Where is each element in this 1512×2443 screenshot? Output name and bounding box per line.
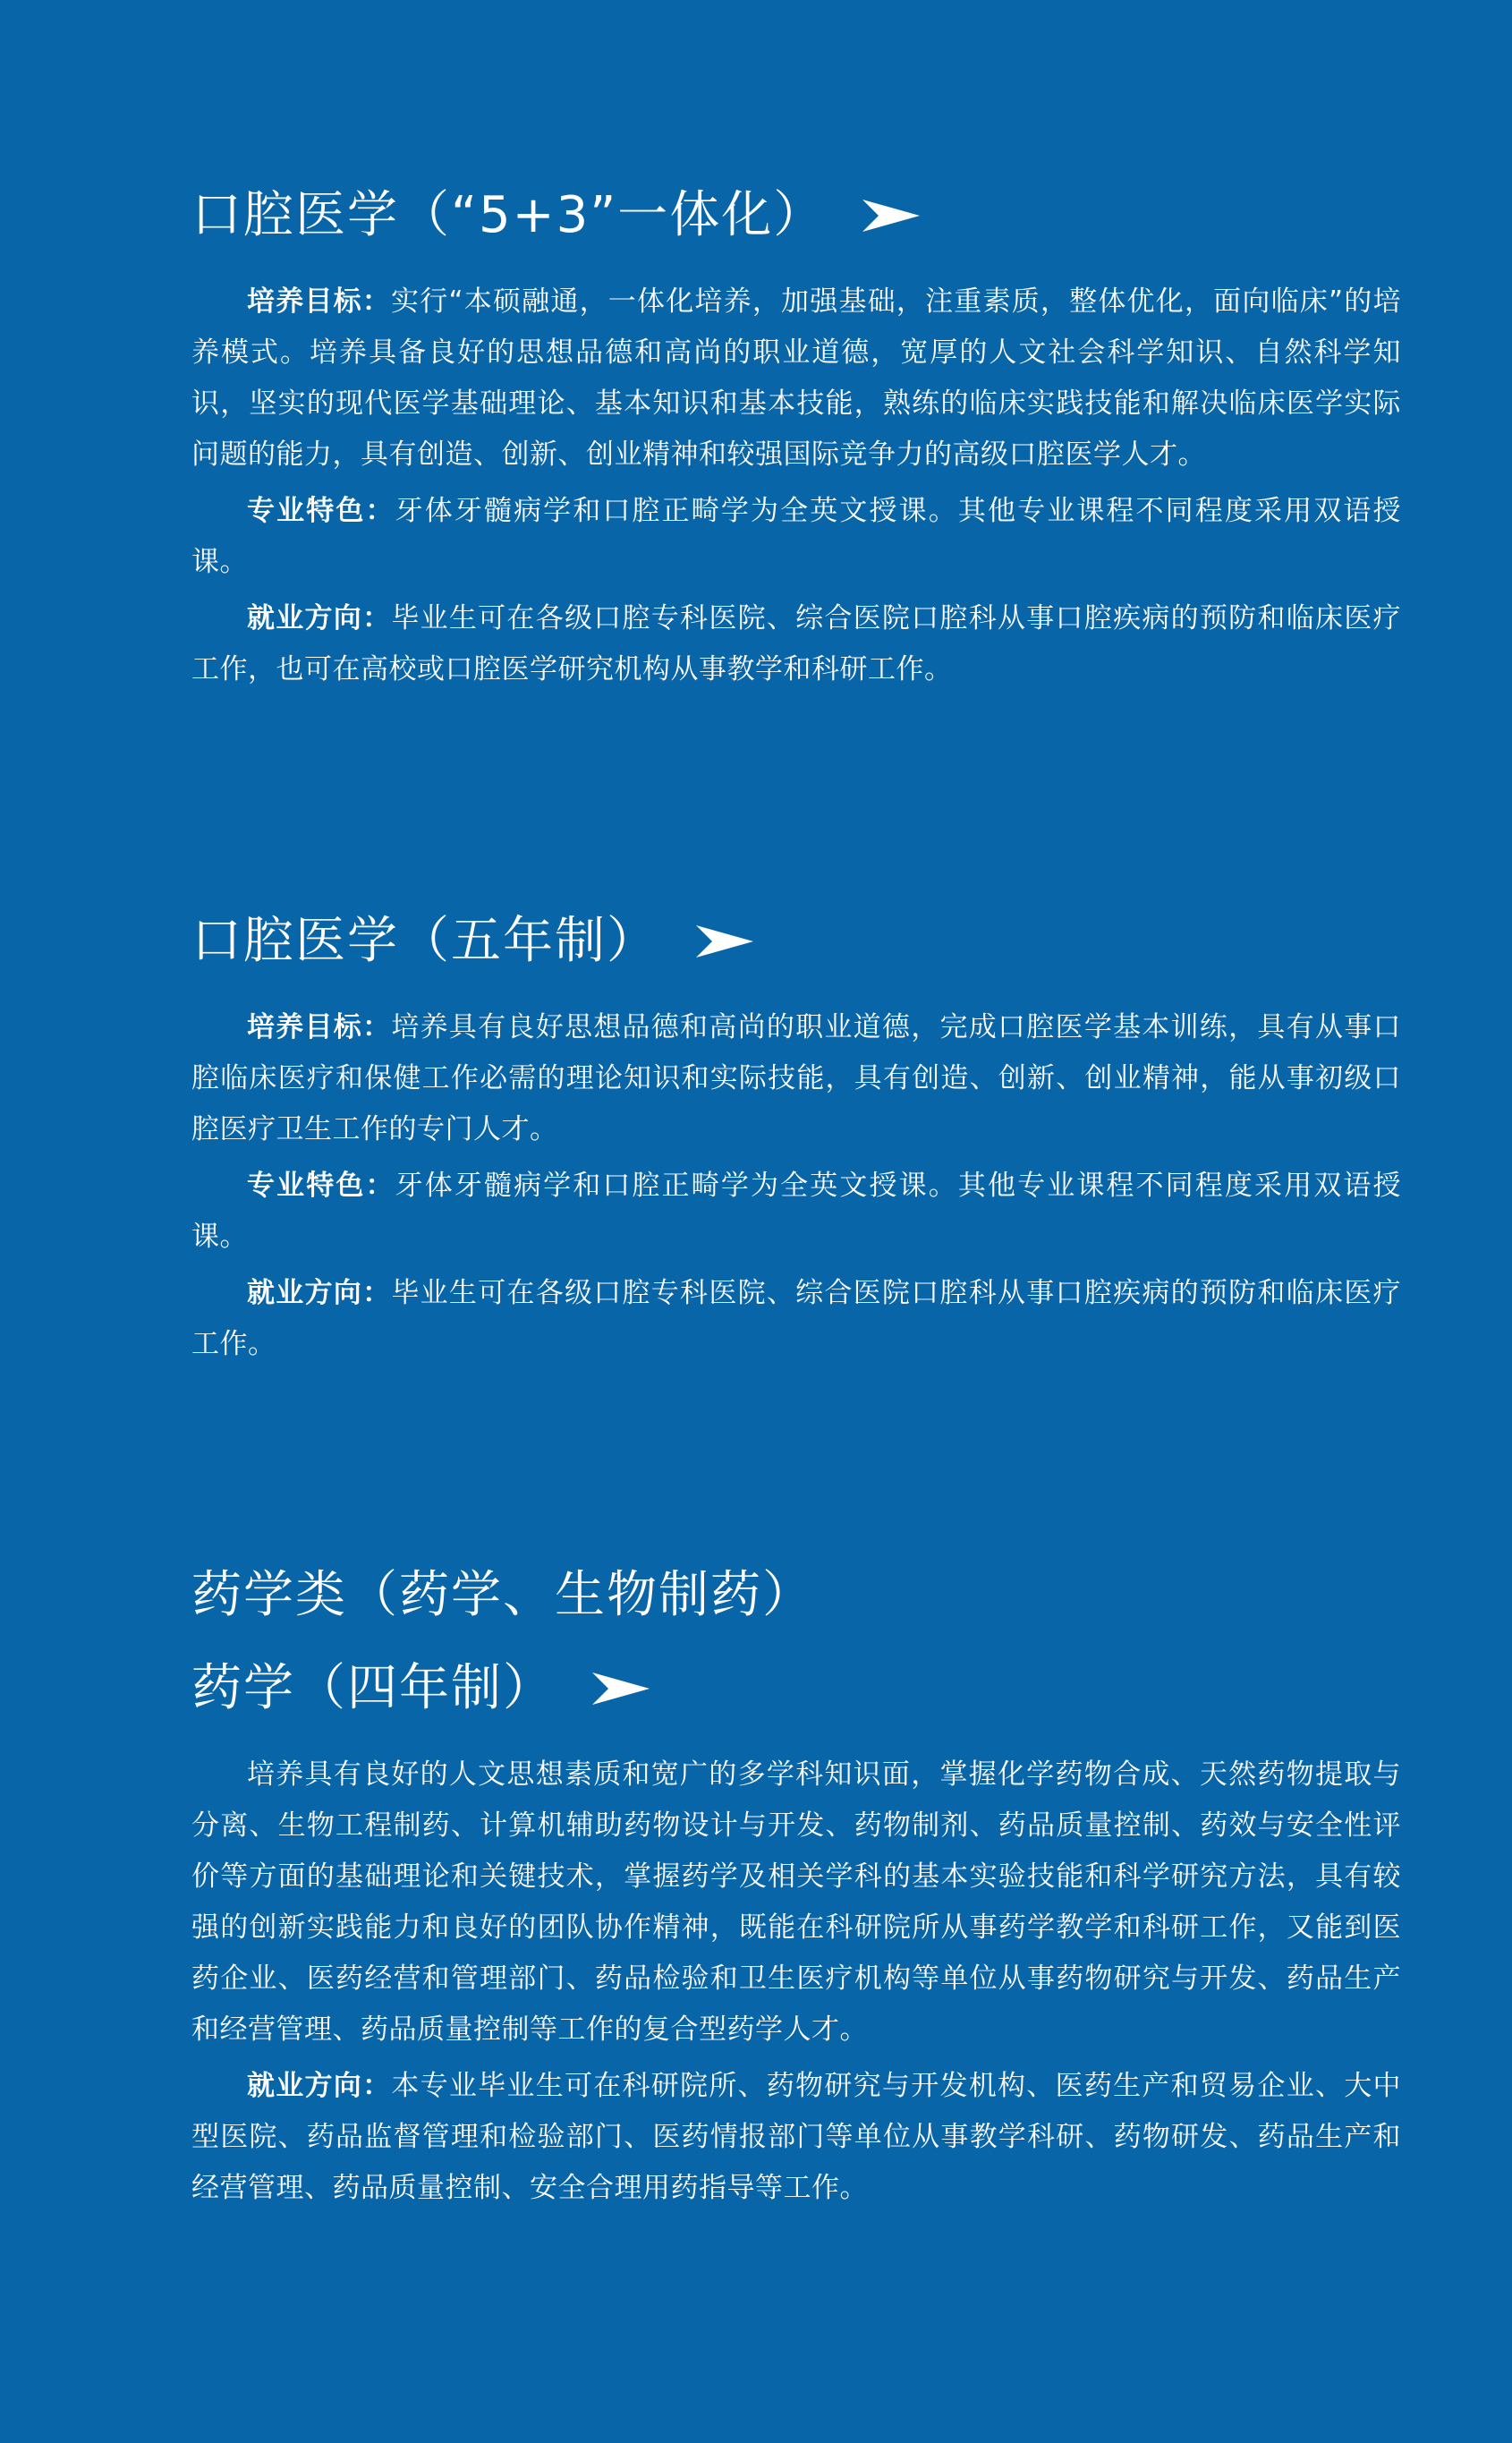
section-stomatology-5year <box>191 912 1402 1370</box>
paragraph-text: 牙体牙髓病学和口腔正畸学为全英文授课。其他专业课程不同程度采用双语授课。 <box>191 1170 1401 1253</box>
right-arrow-icon <box>696 925 753 958</box>
section-pharmacy <box>191 1566 1402 2214</box>
paragraph-career <box>191 1268 1401 1370</box>
paragraph-features <box>191 1161 1401 1263</box>
paragraph-training-goal <box>191 277 1401 481</box>
paragraph-label: 就业方向： <box>247 602 392 634</box>
paragraph-text: 牙体牙髓病学和口腔正畸学为全英文授课。其他专业课程不同程度采用双语授课。 <box>191 495 1401 578</box>
paragraph-career <box>191 593 1401 695</box>
paragraph-text: 培养具有良好的人文思想素质和宽广的多学科知识面，掌握化学药物合成、天然药物提取与分离、生物工程制药、计算机辅助药物设计与开发、药物制剂、药品质量控制、药效与安全性评价等方面的基础理论和关键技术，掌握药学及相关学科的基本实验技能和科学研究方法，具有较强的创新实践能力和良好的团队协作精神，既能在科研院所从事药学教学和科研工作，又能到医药企业、医药经营和管理部门、药品检验和卫生医疗机构等单位从事药物研究与开发、药品生产和经营管理、药品质量控制等工作的复合型药学人才。 <box>191 1758 1401 2046</box>
paragraph-label: 培养目标： <box>247 285 392 318</box>
section-title: 口腔医学（五年制） <box>191 912 658 970</box>
section-heading <box>191 912 1401 970</box>
paragraph-features <box>191 486 1401 588</box>
paragraph-text: 实行“本硕融通，一体化培养，加强基础，注重素质，整体优化，面向临床”的培养模式。培养具备良好的思想品德和高尚的职业道德，宽厚的人文社会科学知识、自然科学知识，坚实的现代医学基础理论、基本知识和基本技能，熟练的临床实践技能和解决临床医学实际问题的能力，具有创造、创新、创业精神和较强国际竞争力的高级口腔医学人才。 <box>191 285 1401 471</box>
right-arrow-icon <box>592 1673 650 1705</box>
paragraph-label: 专业特色： <box>247 1170 395 1202</box>
right-arrow-icon <box>862 200 920 232</box>
paragraph-training-goal <box>191 1749 1401 2056</box>
section-stomatology-5plus3 <box>191 186 1402 695</box>
paragraph-training-goal <box>191 1002 1401 1155</box>
paragraph-career <box>191 2061 1401 2214</box>
paragraph-text: 培养具有良好思想品德和高尚的职业道德，完成口腔医学基本训练，具有从事口腔临床医疗和保健工作必需的理论知识和实际技能，具有创造、创新、创业精神，能从事初级口腔医疗卫生工作的专门人才。 <box>191 1011 1402 1145</box>
paragraph-text: 毕业生可在各级口腔专科医院、综合医院口腔科从事口腔疾病的预防和临床医疗工作。 <box>191 1277 1402 1360</box>
paragraph-label: 就业方向： <box>247 2070 392 2102</box>
paragraph-label: 专业特色： <box>247 495 395 527</box>
category-heading <box>191 1566 1401 1624</box>
section-heading <box>191 1659 1401 1717</box>
paragraph-label: 培养目标： <box>247 1011 392 1043</box>
category-title: 药学类（药学、生物制药） <box>191 1566 814 1624</box>
section-title: 口腔医学（“5+3”一体化） <box>191 186 826 244</box>
section-title: 药学（四年制） <box>191 1659 555 1717</box>
paragraph-text: 本专业毕业生可在科研院所、药物研究与开发机构、医药生产和贸易企业、大中型医院、药品监督管理和检验部门、医药情报部门等单位从事教学科研、药物研发、药品生产和经营管理、药品质量控制、安全合理用药指导等工作。 <box>191 2070 1402 2204</box>
paragraph-text: 毕业生可在各级口腔专科医院、综合医院口腔科从事口腔疾病的预防和临床医疗工作，也可在高校或口腔医学研究机构从事教学和科研工作。 <box>191 602 1402 685</box>
paragraph-label: 就业方向： <box>247 1277 392 1309</box>
section-heading <box>191 186 1401 244</box>
